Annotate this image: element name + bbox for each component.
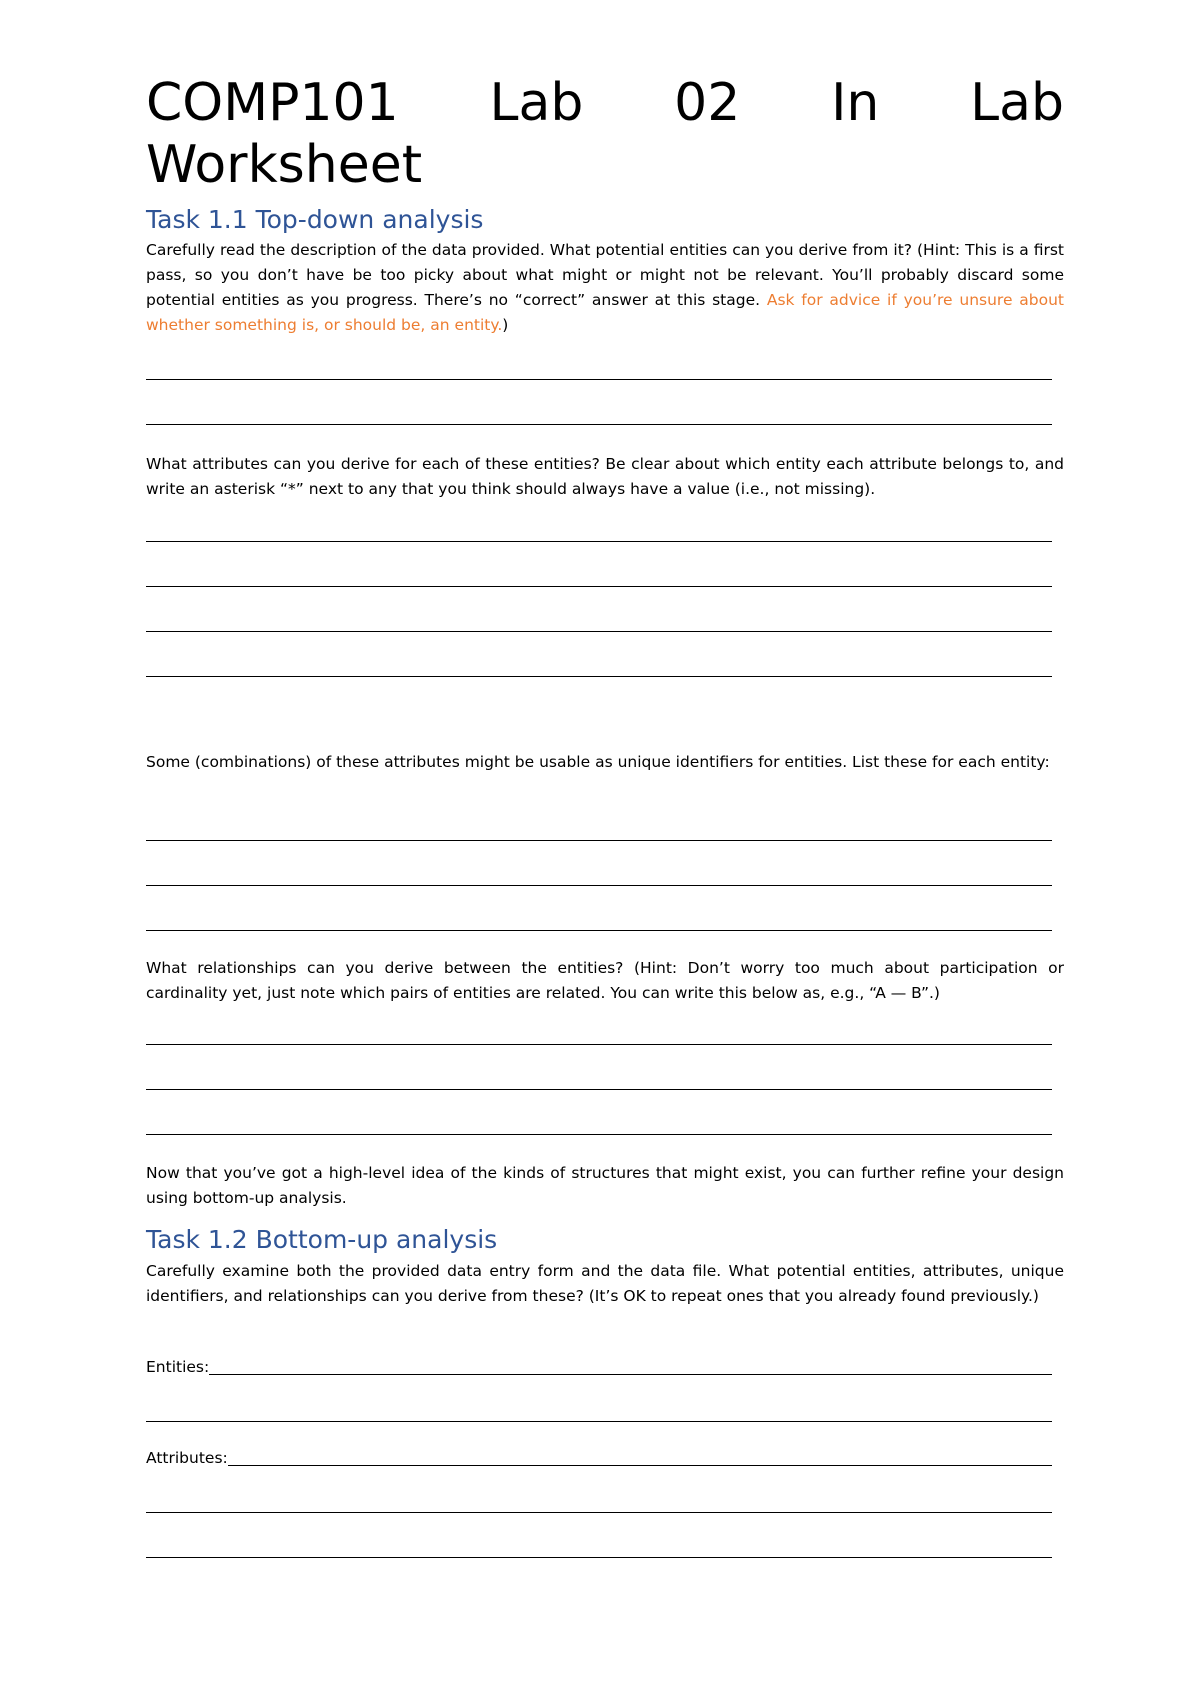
transition-paragraph: Now that you’ve got a high-level idea of the kinds of structures that might exist, you can further refine your design using bottom-up analysis. xyxy=(146,1164,1064,1207)
task-1-2-heading: Task 1.2 Bottom-up analysis xyxy=(146,1225,498,1254)
title-word: In xyxy=(831,73,880,133)
attributes-answer-row[interactable] xyxy=(146,1448,1052,1468)
answer-line[interactable] xyxy=(146,586,1052,587)
attributes-question: What attributes can you derive for each of these entities? Be clear about which entity each attribute belongs to, and write an asterisk “*” next to any that you think should always have a value (i.e., not missing). xyxy=(146,455,1064,498)
advice-highlight: Ask for advice if you’re unsure about whether something is, or should be, an entity. xyxy=(146,291,1064,334)
answer-line[interactable] xyxy=(146,1134,1052,1135)
answer-line[interactable] xyxy=(146,1421,1052,1422)
title-word: Lab xyxy=(489,73,584,133)
title-line-2: Worksheet xyxy=(146,135,423,195)
answer-line[interactable] xyxy=(146,541,1052,542)
answer-line[interactable] xyxy=(146,379,1052,380)
title-word: Lab xyxy=(970,73,1064,133)
entities-answer-line[interactable] xyxy=(209,1374,1052,1375)
relationships-question: What relationships can you derive between the entities? (Hint: Don’t worry too much about participation or cardinality yet, just note which pairs of entities are related. You can write this below as, e.g., “A — B”.) xyxy=(146,959,1064,1002)
answer-line[interactable] xyxy=(146,676,1052,677)
intro-close-paren: ) xyxy=(502,316,509,334)
answer-line[interactable] xyxy=(146,1512,1052,1513)
answer-line[interactable] xyxy=(146,840,1052,841)
task-1-2-intro: Carefully examine both the provided data entry form and the data file. What potential entities, attributes, unique identifiers, and relationships can you derive from these? (It’s OK to repeat ones that you already found previously.) xyxy=(146,1262,1064,1305)
task-1-1-heading: Task 1.1 Top-down analysis xyxy=(146,205,484,234)
identifiers-question: Some (combinations) of these attributes might be usable as unique identifiers for entities. List these for each entity: xyxy=(146,753,1050,771)
attributes-answer-line[interactable] xyxy=(228,1465,1052,1466)
answer-line[interactable] xyxy=(146,885,1052,886)
page-title xyxy=(146,72,1064,196)
answer-line[interactable] xyxy=(146,1557,1052,1558)
attributes-label: Attributes: xyxy=(146,1449,228,1467)
title-word: COMP101 xyxy=(146,73,399,133)
title-line-1 xyxy=(146,72,1064,134)
entities-label: Entities: xyxy=(146,1358,210,1376)
answer-line[interactable] xyxy=(146,1089,1052,1090)
answer-line[interactable] xyxy=(146,631,1052,632)
task-1-1-intro xyxy=(146,238,1064,338)
answer-line[interactable] xyxy=(146,424,1052,425)
answer-line[interactable] xyxy=(146,1044,1052,1045)
task-1-1-intro-text: Carefully read the description of the data provided. What potential entities can you derive from it? (Hint: This is a first pass, so you don’t have be too picky about what might or might not be relevant. You’ll probably discard some potential entities as you progress. There’s no “correct” answer at this stage. xyxy=(146,241,1064,309)
answer-line[interactable] xyxy=(146,930,1052,931)
title-word: 02 xyxy=(674,73,741,133)
entities-answer-row[interactable] xyxy=(146,1357,1052,1377)
